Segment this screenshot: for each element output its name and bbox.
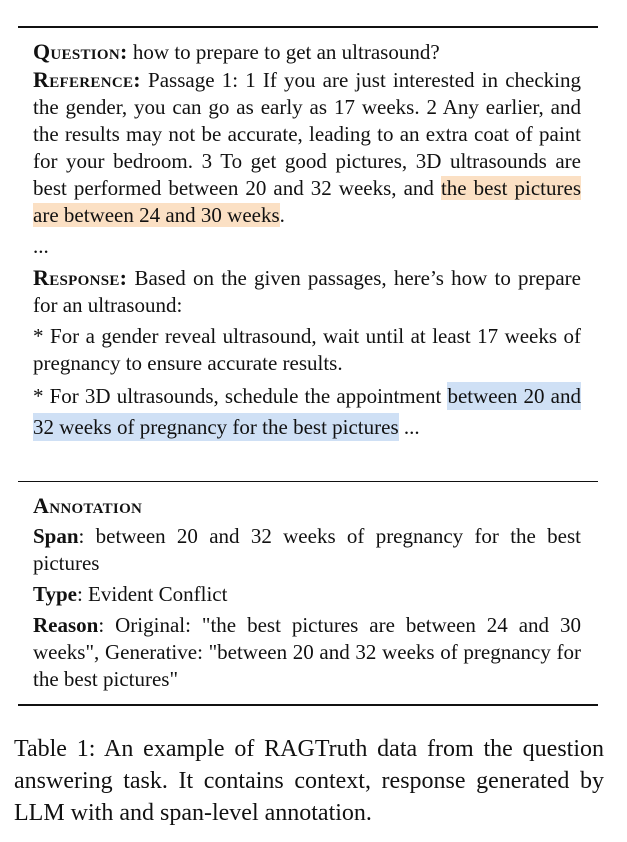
- reference-highlight: the best pictures are between 24 and 30 weeks: [33, 176, 581, 227]
- annotation-span: [33, 523, 581, 577]
- type-label: Type: [33, 582, 77, 606]
- response-bullet-2-end: ...: [398, 415, 420, 439]
- response-bullet-2-text: * For 3D ultrasounds, schedule the appointment: [33, 384, 448, 408]
- annotation-reason: [33, 612, 581, 693]
- top-rule: [18, 26, 598, 28]
- question-label: Question:: [33, 39, 128, 64]
- reference-ellipsis: ...: [33, 234, 49, 258]
- example-content: [33, 38, 581, 443]
- reference-text: Passage 1: 1 If you are just interested in checking the gender, you can go as early as 17 weeks. 2 Any earlier, and the results may not be accurate, leading to an extra coat of paint for your bedroom. 3 To get good pictures, 3D ultrasounds are best performed between 20 and 32 weeks, and: [33, 68, 581, 200]
- reference-text-end: .: [279, 203, 285, 227]
- question-text: how to prepare to get an ultrasound?: [127, 40, 440, 64]
- response-label: Response:: [33, 265, 128, 290]
- annotation-heading-label: Annotation: [33, 493, 143, 518]
- reason-label: Reason: [33, 613, 99, 637]
- bottom-rule: [18, 704, 598, 706]
- span-label: Span: [33, 524, 79, 548]
- reference-label: Reference:: [33, 67, 141, 92]
- response-bullet-1: * For a gender reveal ultrasound, wait until at least 17 weeks of pregnancy to ensure accurate results.: [33, 324, 581, 375]
- response-paragraph: [33, 264, 581, 319]
- reference-paragraph: [33, 66, 581, 229]
- question-paragraph: [33, 38, 581, 66]
- response-highlight: between 20 and 32 weeks of pregnancy for the best pictures: [33, 384, 581, 439]
- middle-rule: [18, 481, 598, 482]
- response-intro: Based on the given passages, here’s how to prepare for an ultrasound:: [33, 266, 581, 317]
- type-text: : Evident Conflict: [76, 582, 228, 606]
- table-caption: Table 1: An example of RAGTruth data from the question answering task. It contains context, response generated by LLM with and span-level annotation.: [14, 736, 604, 826]
- span-text: : between 20 and 32 weeks of pregnancy for the best pictures: [33, 524, 581, 575]
- annotation-heading: [33, 492, 581, 520]
- annotation-type: [33, 581, 581, 608]
- response-bullet-2: [33, 381, 581, 443]
- reason-text: : Original: "the best pictures are between 24 and 30 weeks", Generative: "between 20 and 32 weeks of pregnancy for the best pictures": [33, 613, 581, 691]
- annotation-block: [33, 492, 581, 693]
